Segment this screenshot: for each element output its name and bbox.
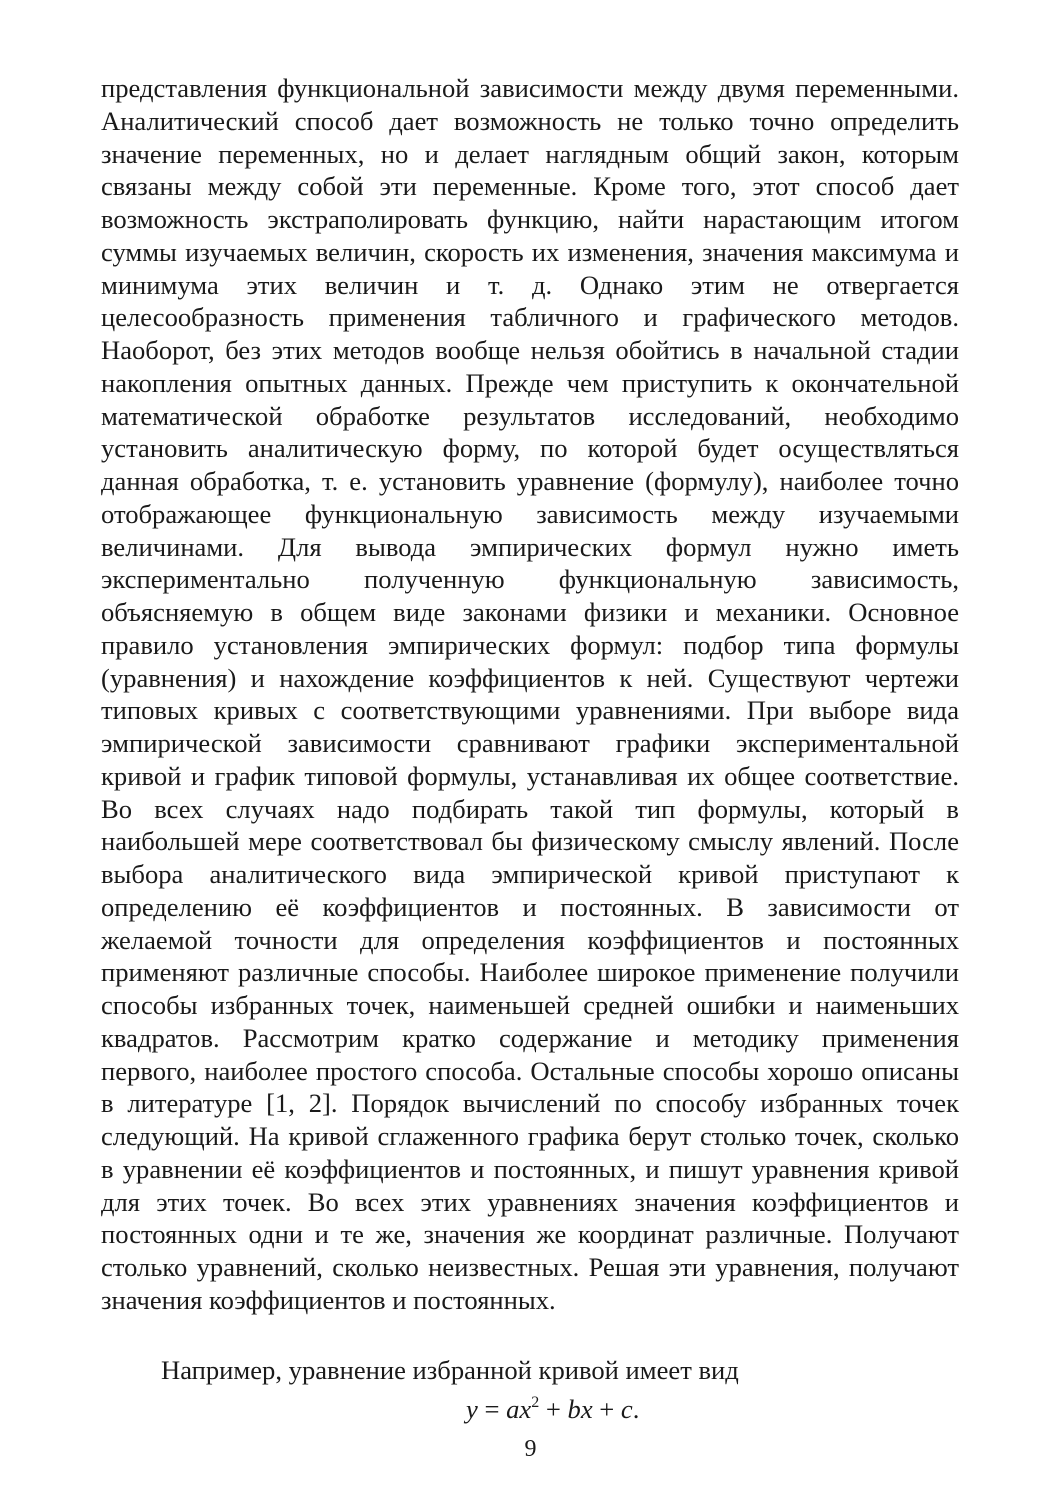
- formula-term-c: c: [620, 1394, 633, 1424]
- main-paragraph: представления функциональной зависимости между двумя переменными. Аналитический способ дает возможность не только точно определить значение переменных, но и делает наглядным общий закон, которым связаны между собой эти переменные. Кроме того, этот способ дает возможность экстраполировать функцию, найти нарастающим итогом суммы изучаемых величин, скорость их изменения, значения максимума и минимума этих величин и т. д. Однако этим не отвергается целесообразность применения табличного и графического методов. Наоборот, без этих методов вообще нельзя обойтись в начальной стадии накопления опытных данных. Прежде чем приступить к окончательной математической обработке результатов исследований, необходимо установить аналитическую форму, по которой будет осуществляться данная обработка, т. е. установить уравнение (формулу), наиболее точно отображающее функциональную зависимость между изучаемыми величинами. Для вывода эмпирических формул нужно иметь экспериментально полученную функциональную зависимость, объясняемую в общем виде законами физики и механики. Основное правило установления эмпирических формул: подбор типа формулы (уравнения) и нахождение коэффициентов к ней. Существуют чертежи типовых кривых с соответствующими уравнениями. При выборе вида эмпирической зависимости сравнивают графики экспериментальной кривой и график типовой формулы, устанавливая их общее соответствие. Во всех случаях надо подбирать такой тип формулы, который в наибольшей мере соответствовал бы физическому смыслу явлений. После выбора аналитического вида эмпирической кривой приступают к определению её коэффициентов и постоянных. В зависимости от желаемой точности для определения коэффициентов и постоянных применяют различные способы. Наиболее широкое применение получили способы избранных точек, наименьшей средней ошибки и наименьших квадратов. Рассмотрим кратко содержание и методику применения первого, наиболее простого способа. Остальные способы хорошо описаны в литературе [1, 2]. Порядок вычислений по способу избранных точек следующий. На кривой сглаженного графика берут столько точек, сколько в уравнении её коэффициентов и постоянных, и пишут уравнения кривой для этих точек. Во всех этих уравнениях значения коэффициентов и постоянных одни и те же, значения же координат различные. Получают столько уравнений, сколько неизвестных. Решая эти уравнения, получают значения коэффициентов и постоянных.: [101, 73, 959, 1315]
- formula-period: .: [632, 1394, 640, 1424]
- example-paragraph: Например, уравнение избранной кривой имеет вид: [161, 1355, 739, 1385]
- formula-lhs: y: [466, 1394, 478, 1424]
- formula-plus-1: +: [539, 1394, 568, 1424]
- formula-term-bx: bx: [567, 1394, 593, 1424]
- quadratic-formula: [466, 1387, 639, 1426]
- formula-equals: =: [477, 1394, 507, 1424]
- formula-term-ax: ax: [506, 1394, 532, 1424]
- page-number: 9: [524, 1436, 537, 1462]
- formula-exponent: 2: [531, 1394, 540, 1411]
- formula-plus-2: +: [592, 1394, 621, 1424]
